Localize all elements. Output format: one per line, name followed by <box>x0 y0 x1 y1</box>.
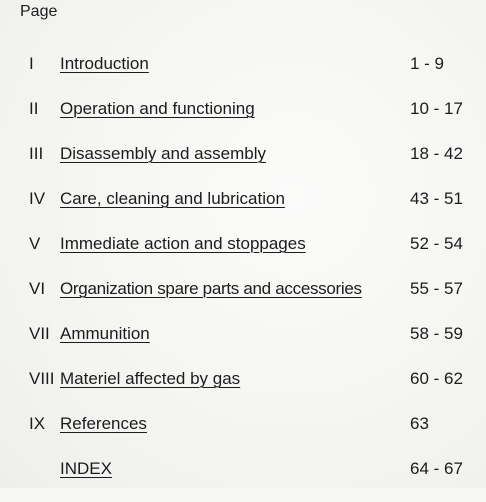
toc-row-index <box>0 457 486 502</box>
toc-chapter-number: VI <box>29 279 46 298</box>
toc-row-introduction <box>0 52 486 97</box>
toc-link-ammunition[interactable]: Ammunition <box>60 324 150 343</box>
toc-row-ammunition <box>0 322 486 367</box>
toc-page-range: 55 - 57 <box>410 279 463 298</box>
toc-chapter-number: VII <box>29 324 50 343</box>
toc-link-index[interactable]: INDEX <box>60 459 112 478</box>
toc-link-organization[interactable]: Organization spare parts and accessories <box>60 279 362 298</box>
toc-link-materiel[interactable]: Materiel affected by gas <box>60 369 241 388</box>
toc-link-operation[interactable]: Operation and functioning <box>60 99 255 118</box>
toc-row-operation <box>0 97 486 142</box>
toc-row-materiel <box>0 367 486 412</box>
toc-row-organization <box>0 277 486 322</box>
toc-link-immediate-action[interactable]: Immediate action and stoppages <box>60 234 306 253</box>
toc-row-care <box>0 187 486 232</box>
toc-page-range: 63 <box>410 414 429 433</box>
toc-row-immediate-action <box>0 232 486 277</box>
toc-link-care[interactable]: Care, cleaning and lubrication <box>60 189 285 208</box>
table-of-contents <box>0 52 486 502</box>
toc-link-introduction[interactable]: Introduction <box>60 54 149 73</box>
toc-chapter-number: IV <box>29 189 46 208</box>
toc-chapter-number: II <box>29 99 39 118</box>
toc-chapter-number: V <box>29 234 41 253</box>
toc-page-range: 43 - 51 <box>410 189 463 208</box>
toc-page-range: 52 - 54 <box>410 234 463 253</box>
toc-chapter-number: III <box>29 144 44 163</box>
toc-chapter-number: VIII <box>29 369 55 388</box>
toc-link-disassembly[interactable]: Disassembly and assembly <box>60 144 266 163</box>
toc-chapter-number: I <box>29 54 34 73</box>
toc-link-references[interactable]: References <box>60 414 147 433</box>
toc-row-references <box>0 412 486 457</box>
toc-page-range: 1 - 9 <box>410 54 445 73</box>
toc-chapter-number: IX <box>29 414 46 433</box>
toc-page-range: 60 - 62 <box>410 369 463 388</box>
toc-page-range: 58 - 59 <box>410 324 463 343</box>
toc-row-disassembly <box>0 142 486 187</box>
toc-page-range: 64 - 67 <box>410 459 463 478</box>
toc-page-range: 18 - 42 <box>410 144 463 163</box>
toc-page-range: 10 - 17 <box>410 99 463 118</box>
page-column-header: Page <box>20 3 58 20</box>
